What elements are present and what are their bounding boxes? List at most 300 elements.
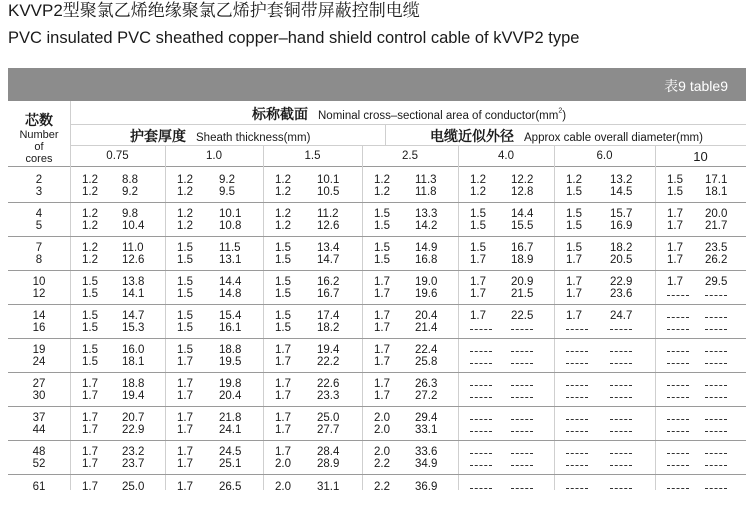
sheath-value: 1.5 (82, 344, 98, 356)
diameter-value: 13.3 (415, 208, 438, 220)
empty-placeholder (705, 295, 727, 296)
divider (263, 145, 264, 490)
diameter-value: 13.2 (610, 174, 633, 186)
divider (8, 338, 746, 339)
diameter-value: 20.4 (415, 310, 438, 322)
sheath-value: 1.5 (177, 276, 193, 288)
sheath-value: 1.5 (275, 288, 291, 300)
diameter-value: 31.1 (317, 481, 340, 493)
sheath-value: 1.5 (177, 344, 193, 356)
cores-header-cn: 芯数 (25, 112, 53, 128)
diameter-value: 8.8 (122, 174, 138, 186)
diameter-value: 9.5 (219, 186, 235, 198)
cores-value: 3 (35, 186, 43, 198)
sheath-value: 1.2 (470, 174, 486, 186)
sheath-value: 1.5 (470, 220, 486, 232)
sheath-value: 1.5 (667, 174, 683, 186)
cores-value: 27 (32, 378, 46, 390)
cores-value: 16 (32, 322, 46, 334)
sheath-value: 1.7 (177, 412, 193, 424)
empty-placeholder (470, 465, 492, 466)
diameter-value: 19.0 (415, 276, 438, 288)
empty-placeholder (705, 351, 727, 352)
empty-placeholder (511, 329, 533, 330)
diameter-value: 11.8 (415, 186, 437, 198)
diameter-header-cn: 电缆近似外径 (430, 128, 514, 144)
empty-placeholder (610, 351, 632, 352)
sheath-value: 1.5 (82, 310, 98, 322)
cores-value: 7 (35, 242, 43, 254)
diameter-value: 12.6 (317, 220, 340, 232)
sheath-value: 1.7 (667, 254, 683, 266)
empty-placeholder (566, 385, 588, 386)
diameter-value: 21.5 (511, 288, 534, 300)
sheath-value: 1.5 (667, 186, 683, 198)
diameter-value: 14.5 (610, 186, 633, 198)
page-title-cn: KVVP2型聚氯乙烯绝缘聚氯乙烯护套铜带屏蔽控制电缆 (8, 1, 420, 20)
sheath-value: 1.2 (374, 186, 390, 198)
cores-value: 44 (32, 424, 46, 436)
diameter-value: 12.2 (511, 174, 534, 186)
diameter-value: 33.1 (415, 424, 438, 436)
empty-placeholder (511, 465, 533, 466)
empty-placeholder (667, 488, 689, 489)
diameter-value: 19.5 (219, 356, 242, 368)
empty-placeholder (667, 431, 689, 432)
empty-placeholder (705, 419, 727, 420)
sheath-value: 1.2 (177, 186, 193, 198)
cores-header-en: of (34, 141, 44, 153)
sheath-value: 1.7 (374, 288, 390, 300)
diameter-value: 24.5 (219, 446, 242, 458)
cores-value: 37 (32, 412, 46, 424)
sheath-value: 1.5 (566, 208, 582, 220)
diameter-value: 10.4 (122, 220, 145, 232)
diameter-value: 28.4 (317, 446, 340, 458)
empty-placeholder (470, 385, 492, 386)
diameter-value: 21.4 (415, 322, 438, 334)
diameter-value: 22.4 (415, 344, 438, 356)
sheath-value: 1.7 (275, 356, 291, 368)
diameter-value: 10.8 (219, 220, 242, 232)
diameter-value: 14.4 (219, 276, 242, 288)
sheath-value: 1.5 (275, 310, 291, 322)
sheath-value: 1.7 (275, 390, 291, 402)
sheath-value: 1.7 (667, 208, 683, 220)
sheath-value: 1.7 (374, 276, 390, 288)
table-label: 表9 table9 (664, 78, 728, 94)
empty-placeholder (511, 385, 533, 386)
diameter-value: 18.9 (511, 254, 534, 266)
size-header: 6.0 (596, 150, 613, 162)
divider (8, 236, 746, 237)
diameter-value: 19.4 (122, 390, 145, 402)
cores-value: 30 (32, 390, 46, 402)
sheath-value: 1.5 (82, 288, 98, 300)
nominal-header-cn: 标称截面 (252, 106, 308, 122)
sheath-value: 1.5 (275, 254, 291, 266)
sheath-value: 1.2 (374, 174, 390, 186)
diameter-value: 13.8 (122, 276, 145, 288)
sheath-value: 1.5 (566, 186, 582, 198)
diameter-value: 10.5 (317, 186, 340, 198)
diameter-value: 16.0 (122, 344, 145, 356)
diameter-value: 27.7 (317, 424, 340, 436)
diameter-value: 12.8 (511, 186, 534, 198)
diameter-value: 21.7 (705, 220, 728, 232)
sheath-value: 2.0 (374, 424, 390, 436)
sheath-value: 1.2 (470, 186, 486, 198)
sheath-value: 1.5 (374, 242, 390, 254)
empty-placeholder (511, 351, 533, 352)
diameter-value: 16.7 (511, 242, 534, 254)
diameter-value: 19.8 (219, 378, 242, 390)
sheath-value: 1.5 (275, 242, 291, 254)
sheath-value: 2.0 (374, 446, 390, 458)
diameter-value: 25.1 (219, 458, 242, 470)
empty-placeholder (705, 317, 727, 318)
sheath-value: 2.2 (374, 458, 390, 470)
diameter-value: 14.2 (415, 220, 438, 232)
sheath-value: 1.7 (275, 446, 291, 458)
diameter-value: 10.1 (219, 208, 242, 220)
divider (385, 124, 386, 145)
sheath-value: 1.7 (275, 412, 291, 424)
size-header: 2.5 (402, 150, 418, 162)
diameter-value: 15.5 (511, 220, 534, 232)
cores-value: 24 (32, 356, 46, 368)
diameter-value: 16.7 (317, 288, 340, 300)
diameter-value: 14.7 (317, 254, 340, 266)
empty-placeholder (610, 385, 632, 386)
empty-placeholder (470, 397, 492, 398)
empty-placeholder (705, 465, 727, 466)
diameter-value: 14.1 (122, 288, 145, 300)
sheath-value: 1.5 (275, 322, 291, 334)
empty-placeholder (566, 351, 588, 352)
empty-placeholder (566, 397, 588, 398)
empty-placeholder (470, 453, 492, 454)
empty-placeholder (667, 385, 689, 386)
diameter-value: 23.6 (610, 288, 633, 300)
sheath-value: 1.5 (374, 208, 390, 220)
table-banner (8, 68, 746, 101)
diameter-value: 14.9 (415, 242, 438, 254)
empty-placeholder (667, 419, 689, 420)
diameter-value: 25.0 (317, 412, 340, 424)
divider (8, 304, 746, 305)
diameter-value: 9.2 (219, 174, 235, 186)
empty-placeholder (667, 329, 689, 330)
sheath-value: 1.5 (177, 242, 193, 254)
sheath-value: 1.7 (275, 378, 291, 390)
sheath-value: 1.5 (82, 322, 98, 334)
diameter-value: 27.2 (415, 390, 438, 402)
diameter-value: 15.7 (610, 208, 633, 220)
sheath-value: 1.7 (82, 446, 98, 458)
diameter-value: 22.9 (610, 276, 633, 288)
empty-placeholder (610, 363, 632, 364)
diameter-header-en: Approx cable overall diameter(mm) (524, 132, 703, 144)
diameter-value: 20.9 (511, 276, 534, 288)
empty-placeholder (470, 329, 492, 330)
sheath-value: 1.5 (177, 322, 193, 334)
diameter-value: 19.6 (415, 288, 438, 300)
diameter-value: 18.1 (705, 186, 728, 198)
diameter-value: 36.9 (415, 481, 438, 493)
size-header: 1.5 (304, 150, 321, 162)
diameter-value: 15.3 (122, 322, 145, 334)
size-header: 1.0 (206, 150, 222, 162)
cores-value: 2 (35, 174, 43, 186)
diameter-value: 23.7 (122, 458, 145, 470)
sheath-value: 1.2 (82, 254, 98, 266)
sheath-header (130, 126, 310, 146)
sheath-value: 2.0 (275, 458, 291, 470)
size-header: 4.0 (498, 150, 514, 162)
nominal-header-end: ) (562, 110, 567, 122)
diameter-value: 26.3 (415, 378, 438, 390)
sheath-value: 1.7 (374, 390, 390, 402)
diameter-value: 22.9 (122, 424, 145, 436)
diameter-value: 34.9 (415, 458, 438, 470)
diameter-value: 17.1 (705, 174, 728, 186)
divider (8, 372, 746, 373)
divider (8, 270, 746, 271)
diameter-value: 12.6 (122, 254, 145, 266)
cores-header-en: cores (25, 153, 53, 165)
sheath-value: 1.7 (566, 288, 582, 300)
diameter-value: 13.1 (219, 254, 242, 266)
empty-placeholder (610, 488, 632, 489)
sheath-value: 1.2 (275, 208, 291, 220)
sheath-value: 1.7 (82, 424, 98, 436)
empty-placeholder (511, 397, 533, 398)
sheath-value: 1.7 (177, 356, 193, 368)
empty-placeholder (667, 317, 689, 318)
diameter-value: 19.4 (317, 344, 340, 356)
sheath-value: 2.0 (275, 481, 291, 493)
sheath-value: 1.7 (82, 412, 98, 424)
diameter-value: 20.0 (705, 208, 728, 220)
sheath-value: 1.2 (82, 208, 98, 220)
cores-header-en: Number (19, 129, 59, 141)
sheath-value: 1.2 (275, 220, 291, 232)
sheath-value: 1.7 (470, 276, 486, 288)
diameter-value: 14.7 (122, 310, 145, 322)
sheath-value: 1.5 (566, 242, 582, 254)
sheath-value: 1.7 (177, 446, 193, 458)
empty-placeholder (667, 465, 689, 466)
diameter-value: 24.7 (610, 310, 633, 322)
divider (458, 145, 459, 490)
diameter-header (430, 126, 703, 146)
diameter-value: 11.2 (317, 208, 339, 220)
sheath-value: 2.2 (374, 481, 390, 493)
empty-placeholder (667, 453, 689, 454)
sheath-value: 1.5 (374, 254, 390, 266)
diameter-value: 29.5 (705, 276, 728, 288)
sheath-value: 1.7 (667, 220, 683, 232)
sheath-value: 1.2 (82, 186, 98, 198)
sheath-value: 1.7 (82, 378, 98, 390)
diameter-value: 25.8 (415, 356, 438, 368)
diameter-value: 26.5 (219, 481, 242, 493)
sheath-value: 1.2 (177, 208, 193, 220)
cores-value: 5 (35, 220, 43, 232)
sheath-value: 1.7 (374, 322, 390, 334)
sheath-value: 1.7 (82, 481, 98, 493)
diameter-value: 18.1 (122, 356, 145, 368)
diameter-value: 18.8 (122, 378, 145, 390)
diameter-value: 17.4 (317, 310, 340, 322)
empty-placeholder (566, 419, 588, 420)
sheath-value: 1.7 (82, 390, 98, 402)
nominal-header-sup: 2 (558, 107, 563, 115)
sheath-value: 1.7 (177, 481, 193, 493)
empty-placeholder (511, 431, 533, 432)
empty-placeholder (610, 465, 632, 466)
diameter-value: 10.1 (317, 174, 340, 186)
divider (8, 166, 746, 167)
sheath-value: 1.7 (275, 344, 291, 356)
diameter-value: 28.9 (317, 458, 340, 470)
empty-placeholder (566, 488, 588, 489)
sheath-value: 1.5 (566, 220, 582, 232)
sheath-value: 1.7 (177, 378, 193, 390)
sheath-value: 1.7 (177, 458, 193, 470)
empty-placeholder (610, 329, 632, 330)
cores-value: 48 (32, 446, 46, 458)
empty-placeholder (610, 397, 632, 398)
sheath-value: 1.5 (275, 276, 291, 288)
empty-placeholder (511, 488, 533, 489)
sheath-value: 1.5 (82, 356, 98, 368)
empty-placeholder (705, 453, 727, 454)
sheath-value: 1.2 (82, 220, 98, 232)
empty-placeholder (566, 453, 588, 454)
divider (554, 145, 555, 490)
diameter-value: 29.4 (415, 412, 438, 424)
diameter-value: 9.2 (122, 186, 138, 198)
empty-placeholder (667, 363, 689, 364)
sheath-header-cn: 护套厚度 (130, 128, 186, 144)
empty-placeholder (470, 363, 492, 364)
empty-placeholder (667, 397, 689, 398)
divider (655, 145, 656, 490)
diameter-value: 11.3 (415, 174, 437, 186)
sheath-value: 1.7 (177, 390, 193, 402)
diameter-value: 9.8 (122, 208, 138, 220)
sheath-value: 1.7 (82, 458, 98, 470)
cores-value: 52 (32, 458, 46, 470)
divider (8, 474, 746, 475)
diameter-value: 22.2 (317, 356, 340, 368)
sheath-value: 1.7 (667, 242, 683, 254)
empty-placeholder (470, 351, 492, 352)
cores-value: 19 (32, 344, 46, 356)
cores-value: 8 (35, 254, 43, 266)
sheath-value: 1.2 (566, 174, 582, 186)
empty-placeholder (705, 488, 727, 489)
diameter-value: 33.6 (415, 446, 438, 458)
sheath-value: 1.5 (177, 254, 193, 266)
empty-placeholder (470, 419, 492, 420)
size-header: 0.75 (106, 150, 129, 162)
diameter-value: 24.1 (219, 424, 242, 436)
empty-placeholder (610, 419, 632, 420)
sheath-value: 1.7 (374, 310, 390, 322)
empty-placeholder (667, 295, 689, 296)
diameter-value: 20.4 (219, 390, 242, 402)
sheath-value: 1.7 (667, 276, 683, 288)
empty-placeholder (610, 431, 632, 432)
divider (8, 406, 746, 407)
diameter-value: 18.2 (610, 242, 633, 254)
sheath-value: 1.5 (177, 310, 193, 322)
empty-placeholder (566, 363, 588, 364)
empty-placeholder (705, 397, 727, 398)
diameter-value: 16.2 (317, 276, 340, 288)
cores-value: 14 (32, 310, 46, 322)
sheath-value: 1.7 (470, 254, 486, 266)
sheath-value: 1.7 (566, 254, 582, 266)
diameter-value: 14.4 (511, 208, 534, 220)
empty-placeholder (566, 431, 588, 432)
diameter-value: 16.1 (219, 322, 242, 334)
sheath-value: 1.2 (82, 174, 98, 186)
empty-placeholder (470, 431, 492, 432)
cores-value: 61 (32, 481, 46, 493)
cores-value: 12 (32, 288, 46, 300)
sheath-value: 1.7 (374, 378, 390, 390)
diameter-value: 15.4 (219, 310, 242, 322)
diameter-value: 23.2 (122, 446, 145, 458)
empty-placeholder (667, 351, 689, 352)
cores-value: 4 (35, 208, 43, 220)
divider (8, 202, 746, 203)
diameter-value: 23.5 (705, 242, 728, 254)
empty-placeholder (511, 363, 533, 364)
sheath-value: 1.5 (82, 276, 98, 288)
diameter-value: 11.5 (219, 242, 241, 254)
sheath-value: 1.7 (566, 276, 582, 288)
size-header: 10 (693, 149, 708, 164)
diameter-value: 13.4 (317, 242, 340, 254)
diameter-value: 20.5 (610, 254, 633, 266)
divider (362, 145, 363, 490)
divider (70, 145, 71, 490)
empty-placeholder (566, 465, 588, 466)
diameter-value: 14.8 (219, 288, 242, 300)
sheath-value: 1.7 (374, 344, 390, 356)
diameter-value: 16.8 (415, 254, 438, 266)
diameter-value: 26.2 (705, 254, 728, 266)
sheath-value: 1.7 (275, 424, 291, 436)
sheath-value: 1.7 (177, 424, 193, 436)
sheath-value: 1.7 (566, 310, 582, 322)
nominal-section-header (252, 104, 566, 124)
empty-placeholder (610, 453, 632, 454)
sheath-value: 1.2 (177, 174, 193, 186)
divider (8, 440, 746, 441)
sheath-value: 1.2 (275, 174, 291, 186)
empty-placeholder (470, 488, 492, 489)
sheath-value: 1.2 (177, 220, 193, 232)
sheath-header-en: Sheath thickness(mm) (196, 132, 311, 144)
empty-placeholder (511, 419, 533, 420)
divider (165, 145, 166, 490)
